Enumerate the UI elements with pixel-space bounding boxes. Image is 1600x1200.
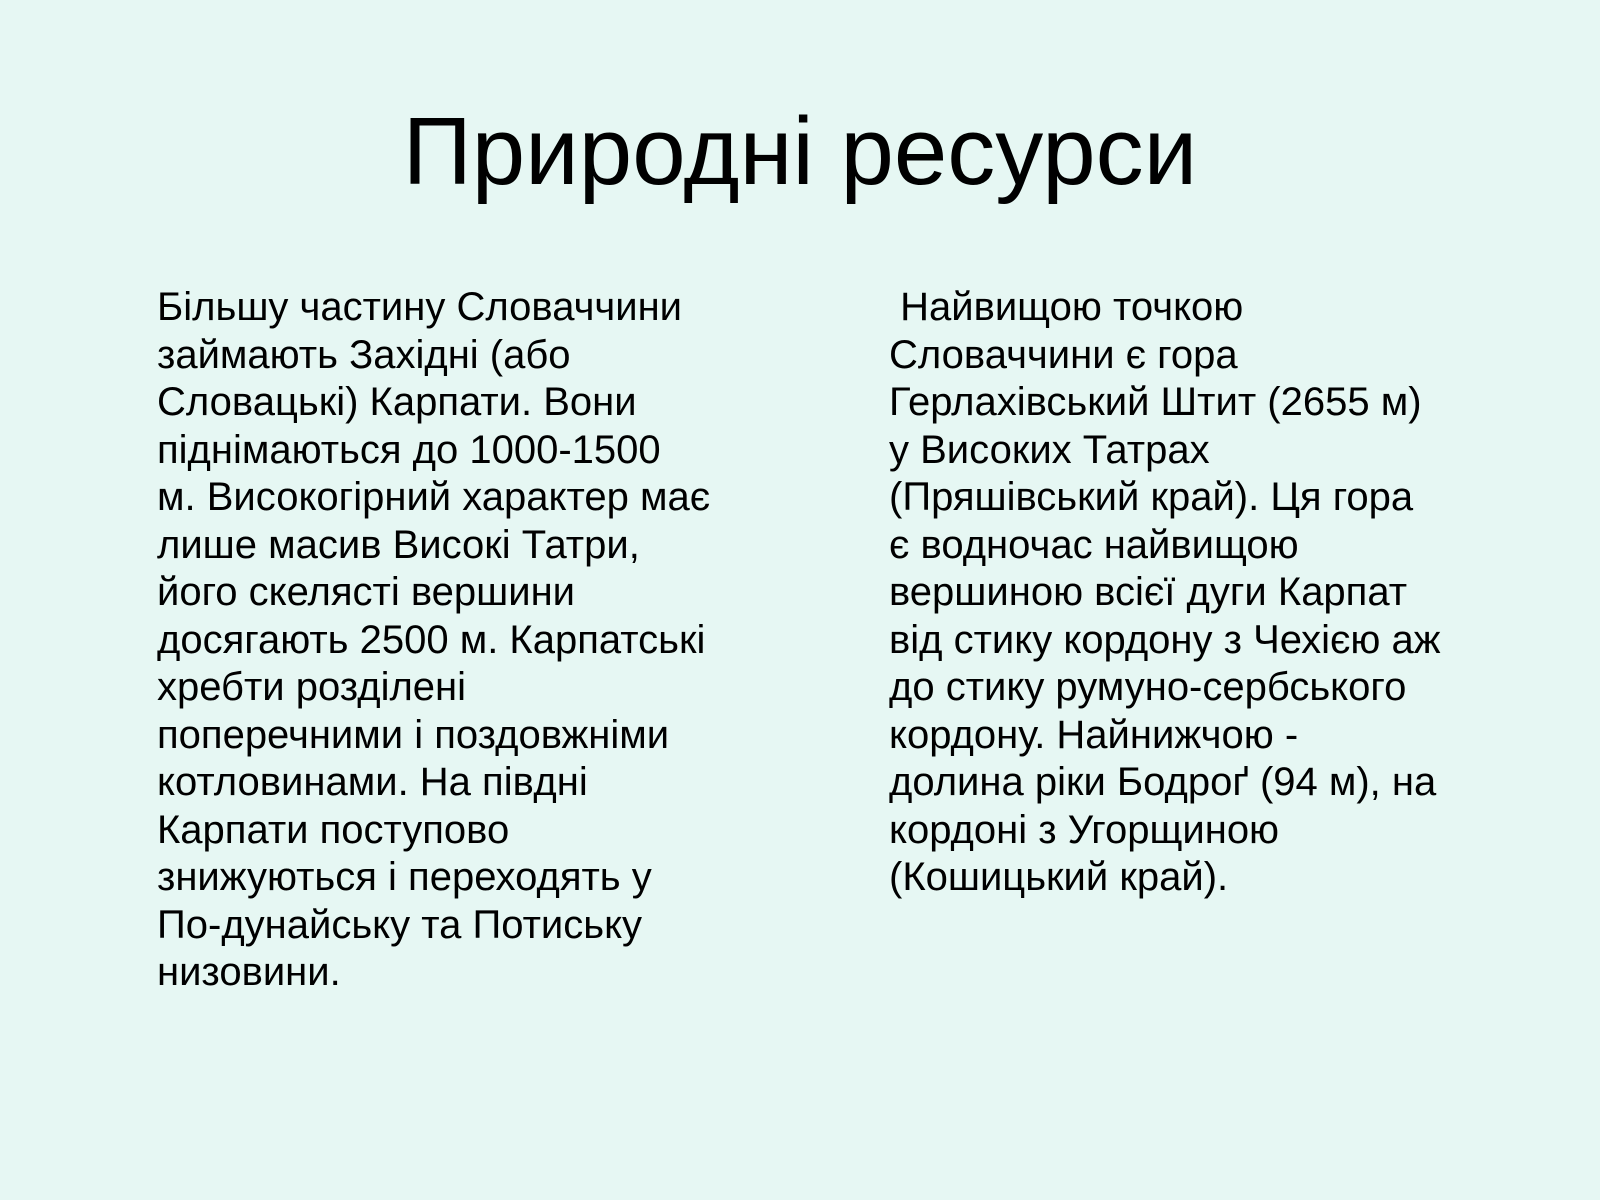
right-text-line: Герлахівський Штит (2655 м): [889, 380, 1422, 424]
right-text-line: (Кошицький край).: [889, 855, 1229, 899]
right-text-line: у Високих Татрах: [889, 427, 1210, 472]
left-text-line: По-дунайську та Потиську: [157, 902, 643, 947]
left-text-line: досягають 2500 м. Карпатські: [157, 617, 706, 662]
right-text-column: [889, 284, 1529, 902]
left-text-line: його скелясті вершини: [157, 570, 576, 614]
right-text-line: кордоні з Угорщиною: [889, 807, 1280, 852]
left-text-column: [157, 284, 797, 997]
left-text-line: займають Західні (або: [157, 332, 571, 377]
left-text-line: м. Високогірний характер має: [157, 475, 711, 519]
right-text-line: до стику румуно-сербського: [889, 665, 1407, 709]
left-text-line: котловинами. На півдні: [157, 760, 588, 804]
left-text-line: лише масив Високі Татри,: [157, 522, 640, 567]
left-text-line: хребти розділені: [157, 665, 467, 709]
right-text-line: (Пряшівський край). Ця гора: [889, 475, 1414, 519]
right-text-line: є водночас найвищою: [889, 522, 1299, 567]
right-text-line: Словаччини є гора: [889, 332, 1238, 377]
right-text-line: Найвищою точкою: [889, 285, 1244, 329]
right-text-line: долина ріки Бодроґ (94 м), на: [889, 760, 1437, 804]
slide-title: Природні ресурси: [402, 98, 1198, 205]
right-text-line: вершиною всієї дуги Карпат: [889, 570, 1408, 614]
left-text-line: поперечними і поздовжніми: [157, 712, 670, 757]
left-text-line: Словацькі) Карпати. Вони: [157, 380, 637, 424]
left-text-line: знижуються і переходять у: [157, 855, 652, 899]
right-text-line: кордону. Найнижчою -: [889, 712, 1299, 757]
right-text-line: від стику кордону з Чехією аж: [889, 617, 1441, 662]
left-text-line: піднімаються до 1000-1500: [157, 427, 661, 472]
left-text-line: Карпати поступово: [157, 807, 510, 852]
left-text-line: низовини.: [157, 950, 341, 994]
left-text-line: Більшу частину Словаччини: [157, 285, 683, 329]
